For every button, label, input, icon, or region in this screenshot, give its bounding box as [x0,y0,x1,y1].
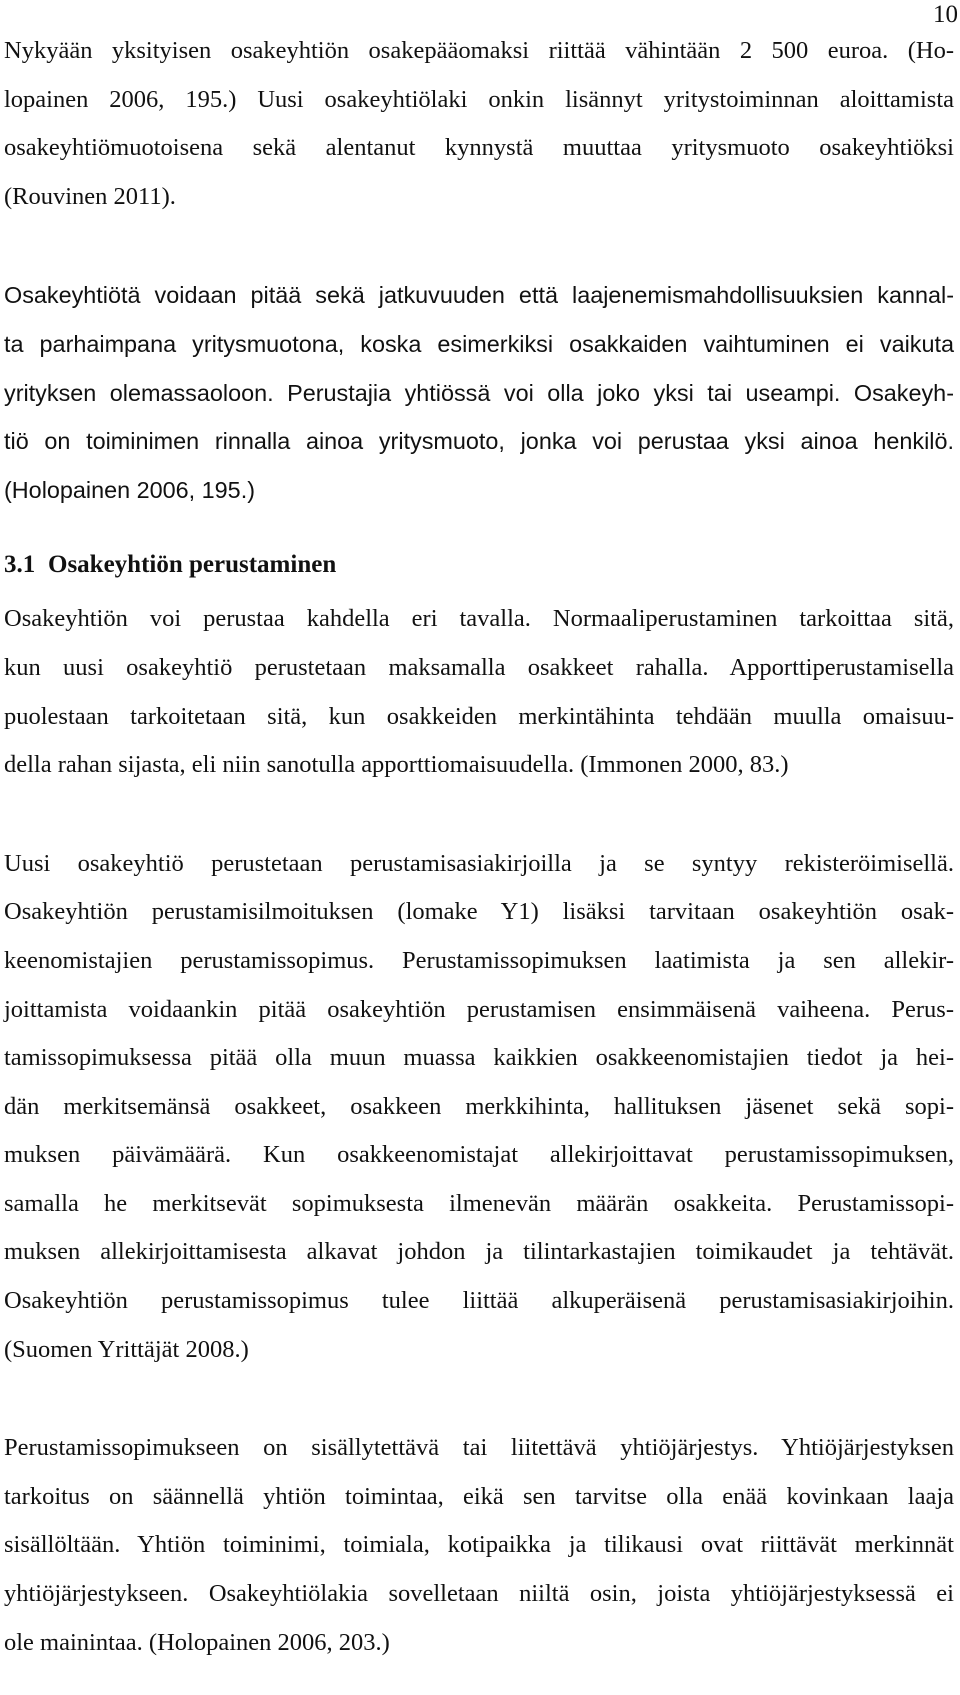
text-line: osakeyhtiömuotoisena sekä alentanut kynnystä muuttaa yritysmuoto osakeyhtiöksi [4,134,954,162]
text-line: lopainen 2006, 195.) Uusi osakeyhtiölaki onkin lisännyt yritystoiminnan aloittamista [4,85,954,113]
paragraph-2 [4,271,954,514]
paragraph-4 [4,840,954,1375]
text-line: kun uusi osakeyhtiö perustetaan maksamalla osakkeet rahalla. Apporttiperustamisella [4,653,954,681]
text-line: della rahan sijasta, eli niin sanotulla apporttiomaisuudella. (Immonen 2000, 83.) [4,751,789,779]
text-line: Nykyään yksityisen osakeyhtiön osakepääomaksi riittää vähintään 2 500 euroa. (Ho- [4,37,954,64]
text-line: tarkoitus on säännellä yhtiön toimintaa, eikä sen tarvitse olla enää kovinkaan laaja [4,1482,954,1510]
section-number: 3.1 [4,551,36,579]
text-line: muksen päivämäärä. Kun osakkeenomistajat allekirjoittavat perustamissopimuksen, [4,1141,954,1169]
paragraph-3 [4,595,954,789]
text-line: tamissopimuksessa pitää olla muun muassa kaikkien osakkeenomistajien tiedot ja hei- [4,1044,954,1072]
text-line: dän merkitsemänsä osakkeet, osakkeen merkkihinta, hallituksen jäsenet sekä sopi- [4,1092,954,1120]
page-number: 10 [933,1,958,28]
text-line: muksen allekirjoittamisesta alkavat johdon ja tilintarkastajien toimikaudet ja tehtävät. [4,1238,954,1266]
section-title: Osakeyhtiön perustaminen [48,551,337,579]
text-line: joittamista voidaankin pitää osakeyhtiön perustamisen ensimmäisenä vaiheena. Perus- [4,995,954,1023]
paragraph-1 [4,27,954,221]
text-line: tiö on toiminimen rinnalla ainoa yritysmuoto, jonka voi perustaa yksi ainoa henkilö. [4,428,954,455]
text-line: Perustamissopimukseen on sisällytettävä tai liitettävä yhtiöjärjestys. Yhtiöjärjestyksen [4,1434,954,1462]
paragraph-5 [4,1424,954,1667]
text-line: ta parhaimpana yritysmuotona, koska esimerkiksi osakkaiden vaihtuminen ei vaikuta [4,330,954,357]
text-line: Osakeyhtiön perustamisilmoituksen (lomake Y1) lisäksi tarvitaan osakeyhtiön osak- [4,898,954,926]
text-line: Osakeyhtiön voi perustaa kahdella eri tavalla. Normaaliperustaminen tarkoittaa sitä, [4,605,954,633]
text-line: Uusi osakeyhtiö perustetaan perustamisasiakirjoilla ja se syntyy rekisteröimisellä. [4,849,954,877]
text-line: sisällöltään. Yhtiön toiminimi, toimiala, kotipaikka ja tilikausi ovat riittävät merkinnät [4,1531,954,1559]
text-line: Osakeyhtiön perustamissopimus tulee liittää alkuperäisenä perustamisasiakirjoihin. [4,1287,954,1315]
document-body [4,27,954,1667]
section-heading [4,541,954,589]
text-line: yhtiöjärjestykseen. Osakeyhtiölakia sovelletaan niiltä osin, joista yhtiöjärjestyksessä ei [4,1580,954,1608]
text-line: (Holopainen 2006, 195.) [4,476,255,503]
text-line: (Rouvinen 2011). [4,182,176,210]
text-line: (Suomen Yrittäjät 2008.) [4,1335,249,1363]
text-line: samalla he merkitsevät sopimuksesta ilmenevän määrän osakkeita. Perustamissopi- [4,1189,954,1217]
text-line: ole mainintaa. (Holopainen 2006, 203.) [4,1628,390,1656]
text-line: puolestaan tarkoitetaan sitä, kun osakkeiden merkintähinta tehdään muulla omaisuu- [4,702,954,730]
text-line: Osakeyhtiötä voidaan pitää sekä jatkuvuuden että laajenemismahdollisuuksien kannal- [4,282,954,309]
text-line: yrityksen olemassaoloon. Perustajia yhtiössä voi olla joko yksi tai useampi. Osakeyh- [4,379,954,406]
text-line: keenomistajien perustamissopimus. Perustamissopimuksen laatimista ja sen allekir- [4,946,954,974]
